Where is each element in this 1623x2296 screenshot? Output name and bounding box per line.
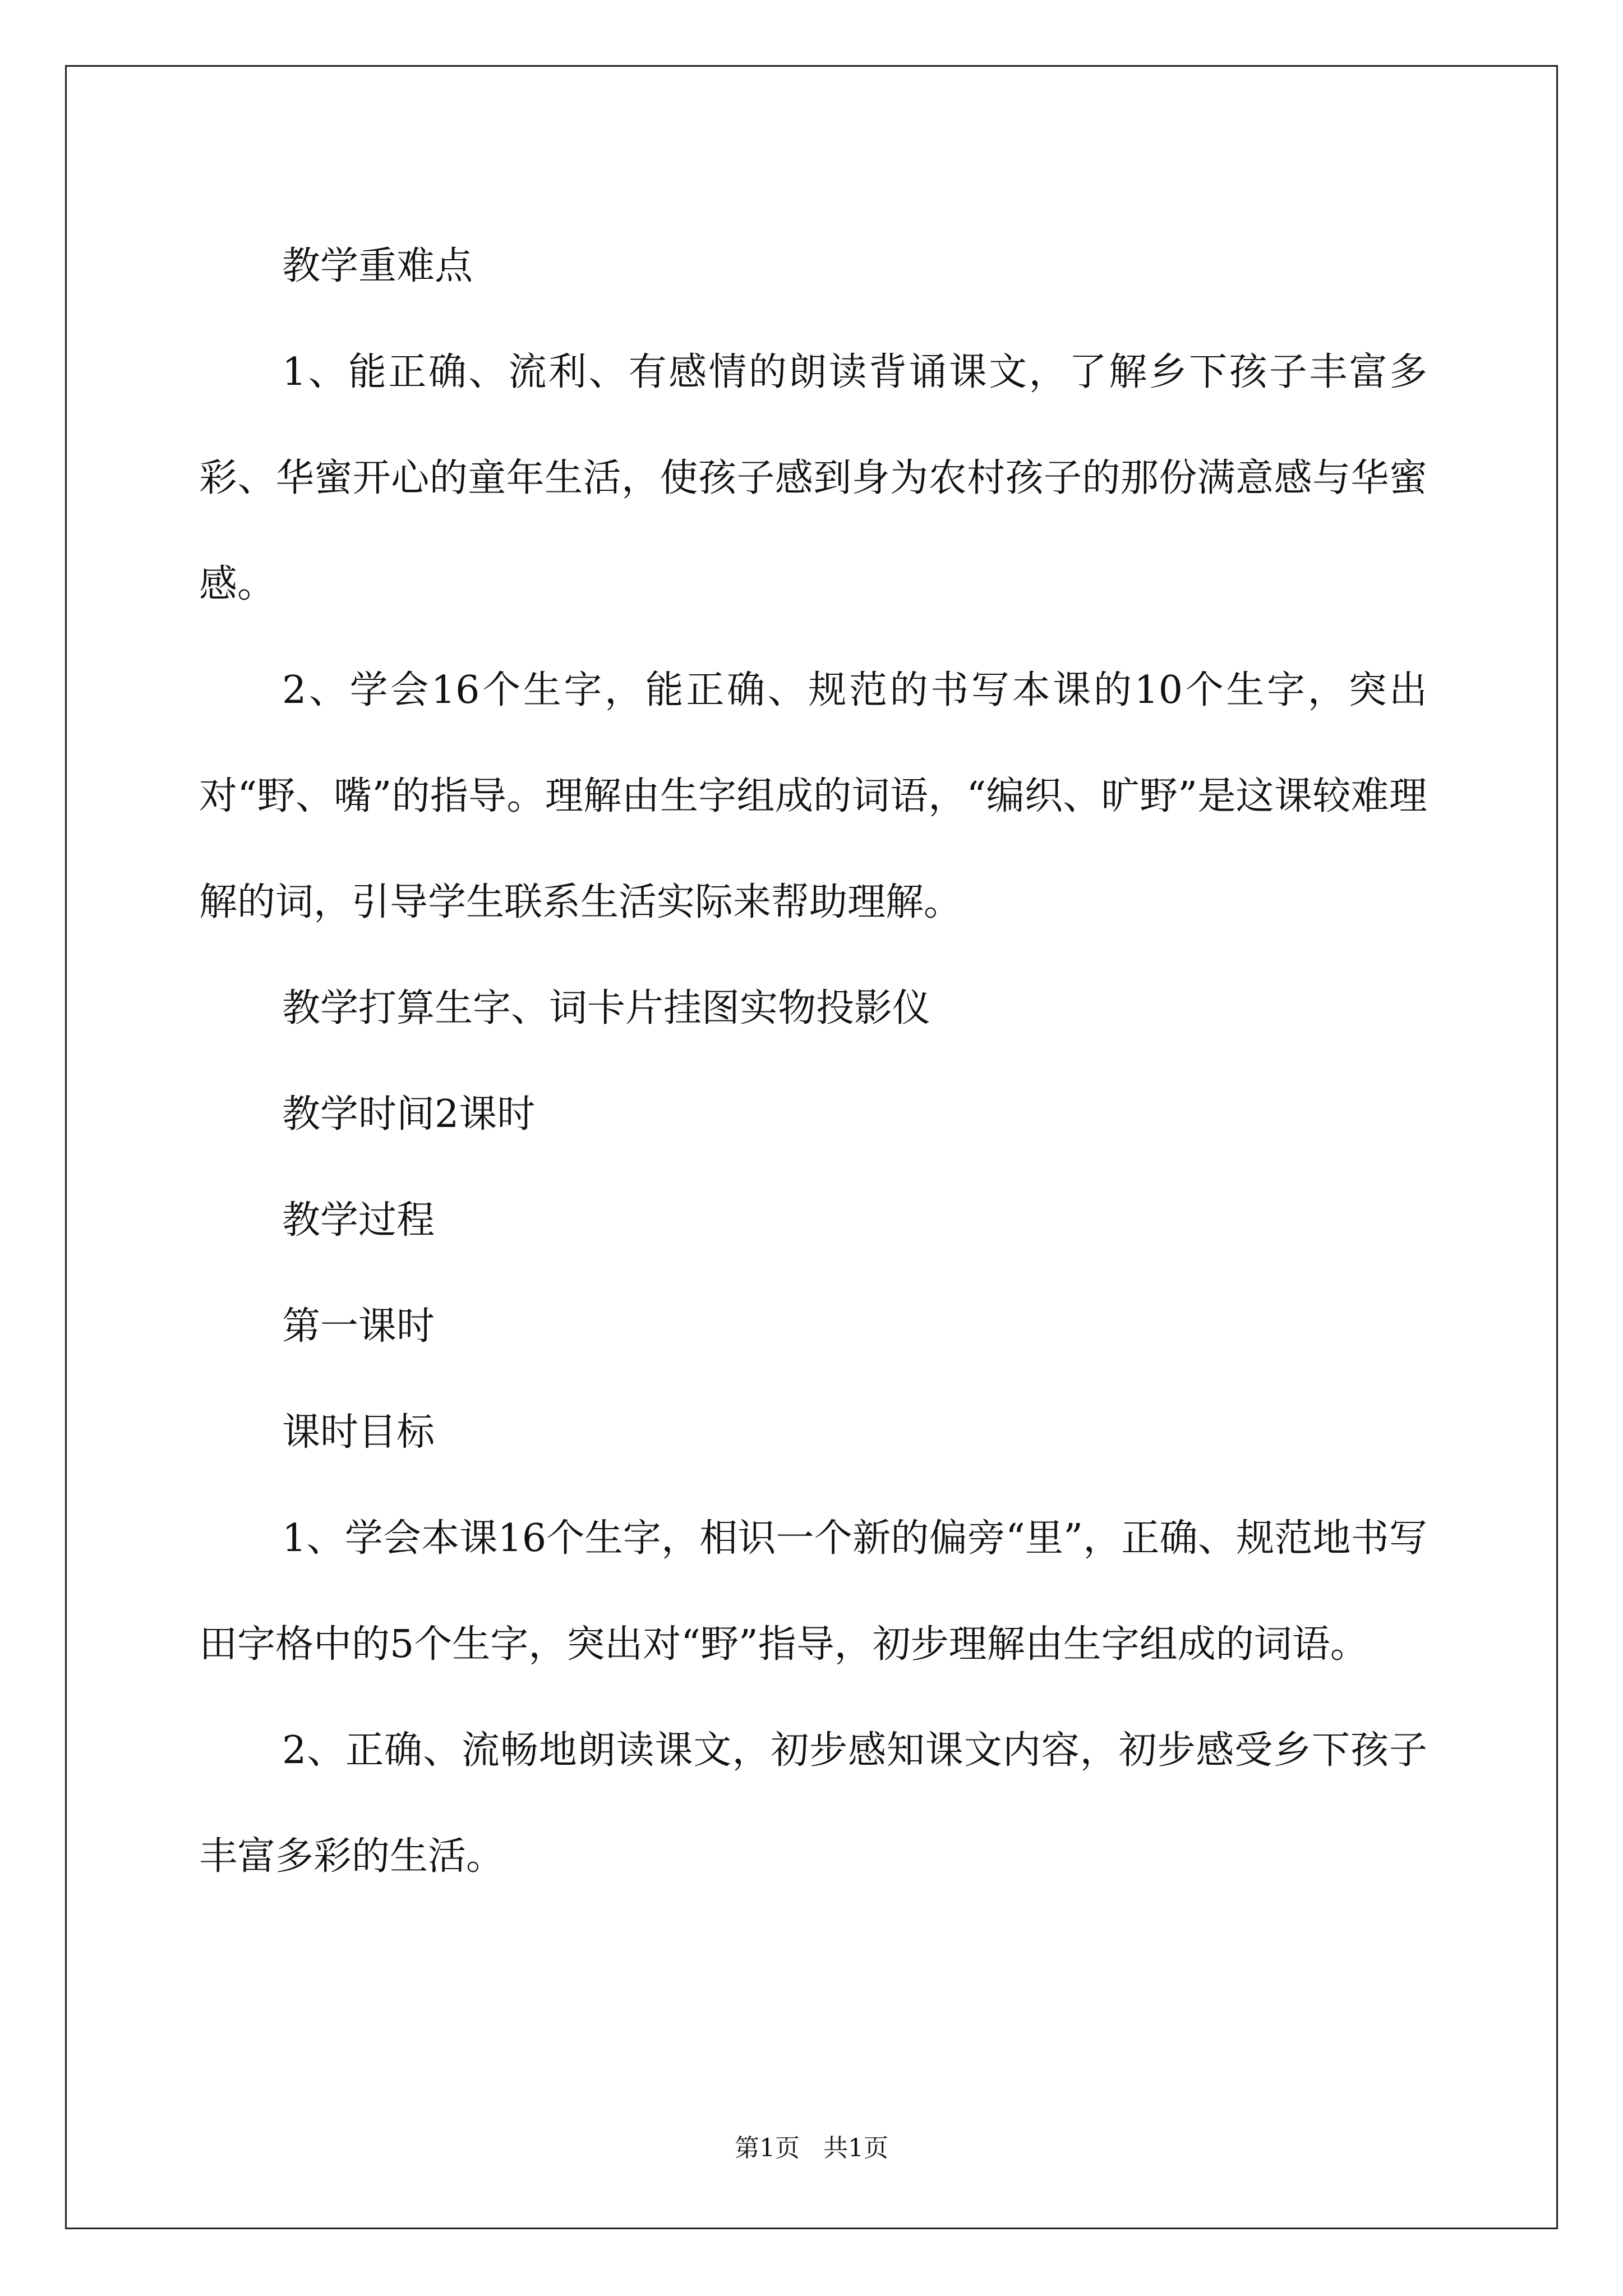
heading-lesson-objectives: 课时目标	[282, 1410, 435, 1455]
heading-first-lesson: 第一课时	[282, 1304, 435, 1349]
paragraph-duration: 教学时间2课时	[282, 1092, 536, 1137]
paragraph-preparation: 教学打算生字、词卡片挂图实物投影仪	[282, 986, 931, 1030]
page-total: 共1页	[823, 2134, 888, 2162]
heading-key-points: 教学重难点	[282, 244, 473, 288]
paragraph-goal-2: 2、学会16个生字，能正确、规范的书写本课的10个生字，突出对“野、嘴”的指导。理解由生字组成的词语，“编织、旷野”是这课较难理解的词，引导学生联系生活实际来帮助理解。	[199, 668, 1427, 924]
page-footer	[0, 2132, 1623, 2165]
paragraph-objective-2: 2、正确、流畅地朗读课文，初步感知课文内容，初步感受乡下孩子丰富多彩的生活。	[199, 1728, 1427, 1879]
paragraph-goal-1: 1、能正确、流利、有感情的朗读背诵课文，了解乡下孩子丰富多彩、华蜜开心的童年生活，使孩子感到身为农村孩子的那份满意感与华蜜感。	[199, 350, 1427, 606]
page-number: 第1页	[735, 2134, 800, 2162]
paragraph-objective-1: 1、学会本课16个生字，相识一个新的偏旁“里”，正确、规范地书写田字格中的5个生字，突出对“野”指导，初步理解由生字组成的词语。	[199, 1516, 1427, 1667]
document-body	[199, 213, 1427, 1910]
heading-process: 教学过程	[282, 1198, 435, 1243]
